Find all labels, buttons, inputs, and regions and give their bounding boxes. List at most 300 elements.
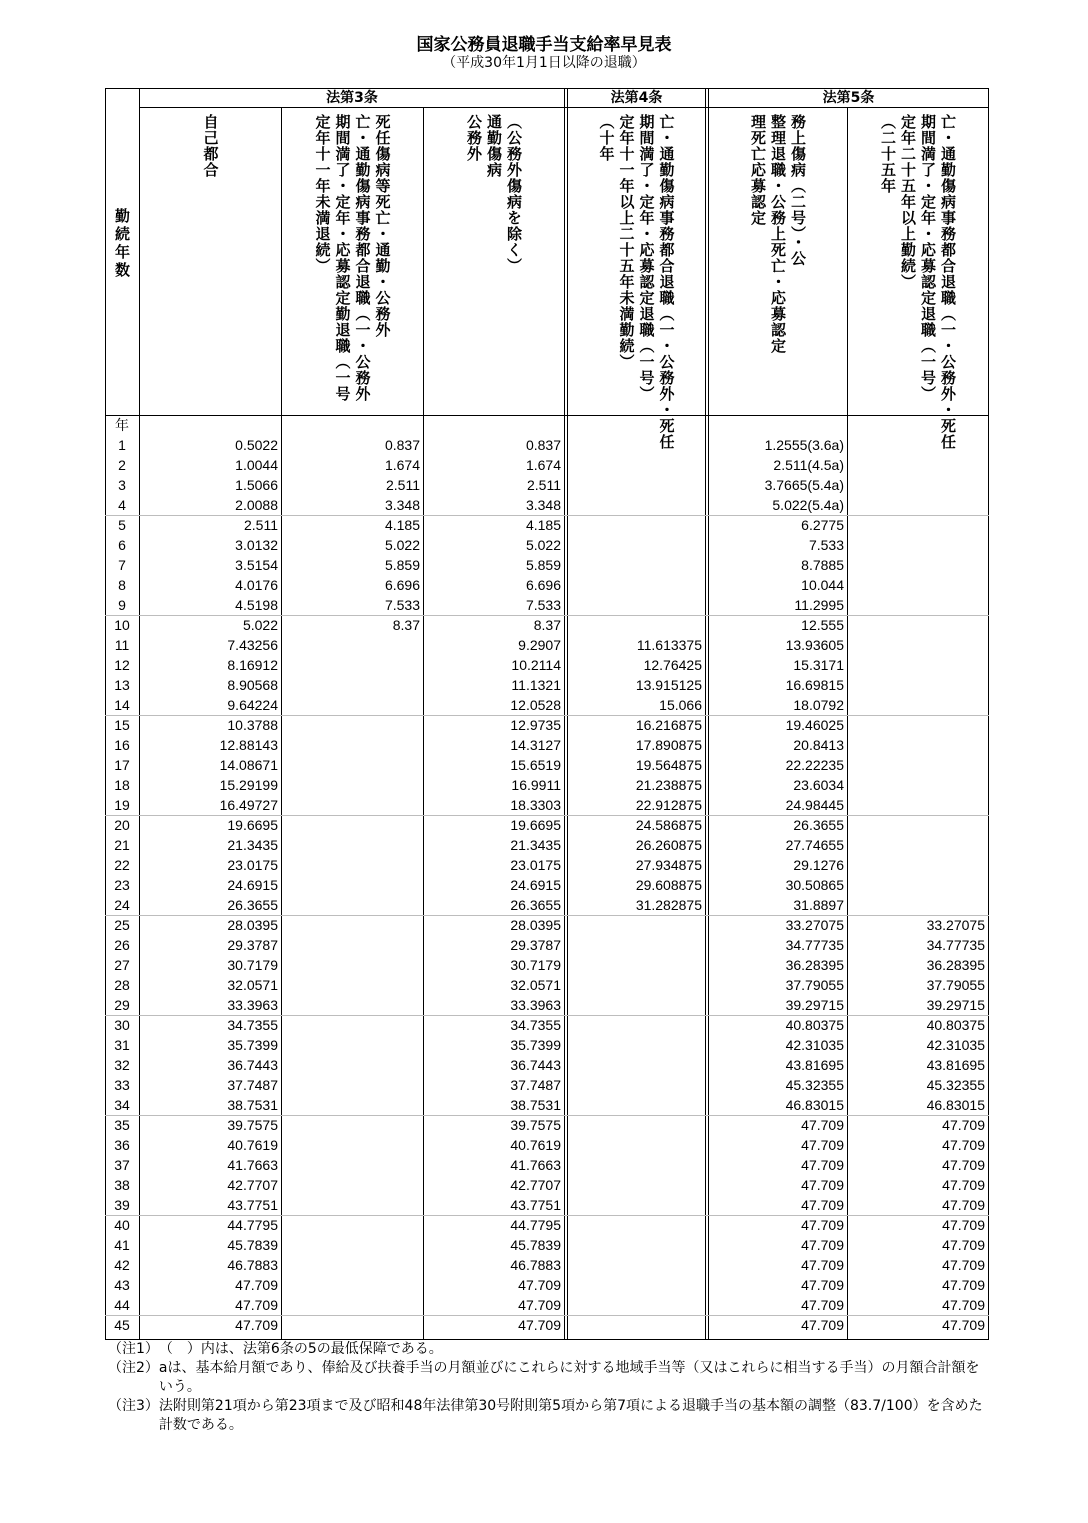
- rate-cell: 30.7179: [510, 957, 561, 973]
- rate-cell: 22.912875: [635, 797, 702, 813]
- rate-cell: 47.709: [942, 1177, 985, 1193]
- rate-cell: 2.511: [386, 477, 420, 493]
- footnotes: [108, 1340, 988, 1435]
- year-cell: 2: [118, 457, 126, 473]
- rate-cell: 4.5198: [235, 597, 278, 613]
- year-cell: 7: [118, 557, 126, 573]
- rate-cell: [848, 815, 988, 835]
- rate-cell: [848, 635, 988, 655]
- table-row: [105, 795, 989, 815]
- table-row: [105, 1015, 989, 1035]
- rate-cell: 21.3435: [510, 837, 561, 853]
- year-cell: 13: [114, 677, 130, 693]
- rate-cell: 5.859: [525, 557, 561, 573]
- rate-cell: 32.0571: [227, 977, 278, 993]
- rate-cell: 6.2775: [801, 517, 844, 533]
- rate-cell: [282, 755, 423, 775]
- rate-cell: 27.74655: [785, 837, 844, 853]
- table-row: [105, 775, 989, 795]
- rate-cell: [568, 595, 705, 615]
- year-cell: 33: [114, 1077, 130, 1093]
- rate-cell: 24.6915: [510, 877, 561, 893]
- table-row: [105, 895, 989, 915]
- rate-cell: [282, 715, 423, 735]
- rate-cell: 43.81695: [785, 1057, 844, 1073]
- year-cell: 20: [114, 817, 130, 833]
- rate-cell: 5.022: [525, 537, 561, 553]
- rate-cell: 8.37: [392, 617, 420, 633]
- rate-cell: 0.837: [525, 437, 561, 453]
- rate-cell: [568, 955, 705, 975]
- rate-cell: [568, 575, 705, 595]
- table-row: [105, 975, 989, 995]
- footnote: （注1） （ ）内は、法第6条の5の最低保障である。: [108, 1341, 443, 1357]
- rate-cell: [282, 1315, 423, 1335]
- rate-cell: 47.709: [942, 1197, 985, 1213]
- rate-cell: 35.7399: [510, 1037, 561, 1053]
- rate-cell: 33.27075: [785, 917, 844, 933]
- rate-cell: [848, 455, 988, 475]
- retirement-rate-table: [105, 88, 989, 1340]
- rate-cell: [568, 1015, 705, 1035]
- rate-cell: [282, 1155, 423, 1175]
- year-cell: 17: [114, 757, 130, 773]
- rate-cell: 28.0395: [227, 917, 278, 933]
- table-row: [105, 615, 989, 635]
- rate-cell: 5.859: [384, 557, 420, 573]
- row-header-years-of-service: 勤続年数: [113, 208, 131, 280]
- rate-cell: 36.7443: [227, 1057, 278, 1073]
- table-row: [105, 1175, 989, 1195]
- rate-cell: 22.22235: [785, 757, 844, 773]
- rate-cell: [282, 995, 423, 1015]
- rate-cell: 11.1321: [511, 677, 561, 693]
- year-cell: 40: [114, 1217, 130, 1233]
- rate-cell: 20.8413: [793, 737, 844, 753]
- rate-cell: 47.709: [942, 1157, 985, 1173]
- rate-cell: [848, 575, 988, 595]
- rate-cell: 10.2114: [511, 657, 561, 673]
- rate-cell: 47.709: [801, 1157, 844, 1173]
- rate-cell: [282, 1115, 423, 1135]
- rate-cell: [282, 1195, 423, 1215]
- rate-cell: 8.16912: [227, 657, 278, 673]
- rate-cell: 14.08671: [219, 757, 278, 773]
- year-cell: 19: [114, 797, 130, 813]
- rate-cell: 39.7575: [510, 1117, 561, 1133]
- rate-cell: 3.5154: [235, 557, 278, 573]
- table-row: [105, 1215, 989, 1235]
- rate-cell: 47.709: [801, 1197, 844, 1213]
- rate-cell: 1.0044: [235, 457, 278, 473]
- rate-cell: 1.674: [525, 457, 561, 473]
- year-cell: 14: [114, 697, 130, 713]
- table-row: [105, 1295, 989, 1315]
- rate-cell: [848, 715, 988, 735]
- col-header-art3-under-11: 死任傷病等死亡・通勤・公務外 亡・通勤傷病事務都合退職（一・公務外 期間満了・定年・応募認定勤退職（一号 定年十一年未満退続）: [313, 114, 392, 402]
- year-cell: 28: [114, 977, 130, 993]
- year-cell: 15: [114, 717, 130, 733]
- group-header-article-3: 法第3条: [326, 90, 378, 106]
- footnote: （注2） aは、基本給月額であり、俸給及び扶養手当の月額並びにこれらに対する地域手当等（又はこれらに相当する手当）の月額合計額をいう。: [108, 1360, 980, 1395]
- year-cell: 29: [114, 997, 130, 1013]
- year-unit-label: 年: [115, 417, 129, 433]
- rate-cell: 47.709: [801, 1317, 844, 1333]
- rate-cell: 15.6519: [510, 757, 561, 773]
- rate-cell: 47.709: [801, 1217, 844, 1233]
- rate-cell: [848, 895, 988, 915]
- rate-cell: 47.709: [801, 1117, 844, 1133]
- rate-cell: 1.674: [384, 457, 420, 473]
- rate-cell: [282, 1075, 423, 1095]
- rate-cell: [848, 515, 988, 535]
- year-cell: 23: [114, 877, 130, 893]
- year-cell: 22: [114, 857, 130, 873]
- year-cell: 1: [118, 437, 126, 453]
- rate-cell: [848, 655, 988, 675]
- year-cell: 18: [114, 777, 130, 793]
- rate-cell: 12.76425: [643, 657, 702, 673]
- rate-cell: [282, 775, 423, 795]
- rate-cell: [568, 515, 705, 535]
- rate-cell: 40.80375: [926, 1017, 985, 1033]
- rate-cell: 2.511: [527, 477, 561, 493]
- year-cell: 11: [114, 637, 130, 653]
- rate-cell: 5.022: [242, 617, 278, 633]
- rate-cell: [568, 1315, 705, 1335]
- rate-cell: [282, 1035, 423, 1055]
- rate-cell: 34.77735: [785, 937, 844, 953]
- rate-cell: [282, 875, 423, 895]
- year-cell: 31: [114, 1037, 130, 1053]
- table-row: [105, 475, 989, 495]
- rate-cell: 31.282875: [635, 897, 702, 913]
- rate-cell: [848, 875, 988, 895]
- rate-cell: [282, 895, 423, 915]
- rate-cell: 45.32355: [926, 1077, 985, 1093]
- rate-cell: [848, 775, 988, 795]
- rate-cell: 30.7179: [227, 957, 278, 973]
- table-row: [105, 1055, 989, 1075]
- rate-cell: [282, 835, 423, 855]
- rate-cell: 4.185: [525, 517, 561, 533]
- rate-cell: 42.7707: [227, 1177, 278, 1193]
- rate-cell: 16.49727: [219, 797, 278, 813]
- rate-cell: [282, 1295, 423, 1315]
- rate-cell: 36.28395: [926, 957, 985, 973]
- year-cell: 32: [114, 1057, 130, 1073]
- rate-cell: 10.3788: [227, 717, 278, 733]
- col-header-voluntary: 自己都合: [201, 114, 220, 178]
- col-header-art3-other: （公務外傷病を除く） 通勤傷病 公務外: [465, 114, 523, 274]
- rate-cell: 21.3435: [227, 837, 278, 853]
- rate-cell: [282, 695, 423, 715]
- rate-cell: [568, 455, 705, 475]
- rate-cell: 3.7665(5.4a): [764, 477, 844, 493]
- year-cell: 39: [114, 1197, 130, 1213]
- rate-cell: [568, 1255, 705, 1275]
- year-cell: 44: [114, 1297, 130, 1313]
- rate-cell: 12.88143: [219, 737, 278, 753]
- rate-cell: 33.27075: [926, 917, 985, 933]
- rate-cell: 29.3787: [510, 937, 561, 953]
- rate-cell: 45.7839: [510, 1237, 561, 1253]
- rate-cell: 37.7487: [510, 1077, 561, 1093]
- rate-cell: 35.7399: [227, 1037, 278, 1053]
- rate-cell: [282, 815, 423, 835]
- rate-cell: [282, 1175, 423, 1195]
- col-header-art5-over-25: 亡・通勤傷病事務都合退職（一・公務外・死任 期間満了・定年・応募認定退職（一号） 定年二十五年以上勤続） （二十五年: [879, 114, 957, 450]
- rate-cell: 3.0132: [235, 537, 278, 553]
- rate-cell: [568, 1115, 705, 1135]
- rate-cell: 47.709: [801, 1297, 844, 1313]
- rate-cell: 40.7619: [510, 1137, 561, 1153]
- rate-cell: 46.7883: [227, 1257, 278, 1273]
- year-cell: 21: [114, 837, 130, 853]
- rate-cell: [568, 975, 705, 995]
- rate-cell: 42.31035: [926, 1037, 985, 1053]
- rate-cell: 38.7531: [227, 1097, 278, 1113]
- year-cell: 35: [114, 1117, 130, 1133]
- table-row: [105, 595, 989, 615]
- rate-cell: 43.81695: [926, 1057, 985, 1073]
- rate-cell: 9.64224: [227, 697, 278, 713]
- rate-cell: 7.533: [525, 597, 561, 613]
- rate-cell: 8.37: [533, 617, 561, 633]
- rate-cell: 4.0176: [235, 577, 278, 593]
- rate-cell: 19.6695: [227, 817, 278, 833]
- rate-cell: 3.348: [525, 497, 561, 513]
- rate-cell: 41.7663: [510, 1157, 561, 1173]
- rate-cell: 29.1276: [793, 857, 844, 873]
- rate-cell: 47.709: [942, 1277, 985, 1293]
- rate-cell: 18.0792: [793, 697, 844, 713]
- rate-cell: [848, 695, 988, 715]
- rate-cell: [282, 1255, 423, 1275]
- rate-cell: 47.709: [235, 1317, 278, 1333]
- rate-cell: 10.044: [801, 577, 844, 593]
- rate-cell: 24.98445: [785, 797, 844, 813]
- table-row: [105, 955, 989, 975]
- rate-cell: 0.837: [384, 437, 420, 453]
- table-row: [105, 515, 989, 535]
- table-row: [105, 835, 989, 855]
- rate-cell: 33.3963: [227, 997, 278, 1013]
- year-cell: 41: [114, 1237, 130, 1253]
- group-header-article-5: 法第5条: [822, 90, 875, 106]
- rate-cell: 15.066: [659, 697, 702, 713]
- rate-cell: 47.709: [942, 1237, 985, 1253]
- rate-cell: 47.709: [801, 1177, 844, 1193]
- rate-cell: [568, 555, 705, 575]
- rate-cell: 47.709: [942, 1317, 985, 1333]
- rate-cell: 43.7751: [510, 1197, 561, 1213]
- table-row: [105, 695, 989, 715]
- rate-cell: 24.586875: [635, 817, 702, 833]
- table-row: [105, 1255, 989, 1275]
- rate-cell: [568, 1095, 705, 1115]
- rate-cell: 1.2555(3.6a): [764, 437, 844, 453]
- rate-cell: [568, 1055, 705, 1075]
- rate-cell: 34.7355: [510, 1017, 561, 1033]
- rate-cell: 6.696: [525, 577, 561, 593]
- rate-cell: [568, 615, 705, 635]
- rate-cell: 37.79055: [785, 977, 844, 993]
- rate-cell: 27.934875: [635, 857, 702, 873]
- rate-cell: 47.709: [942, 1117, 985, 1133]
- year-unit-row: [105, 415, 989, 435]
- table-row: [105, 1275, 989, 1295]
- table-row: [105, 715, 989, 735]
- rate-cell: [282, 1275, 423, 1295]
- rate-cell: 7.533: [808, 537, 844, 553]
- year-cell: 16: [114, 737, 130, 753]
- rate-cell: 44.7795: [510, 1217, 561, 1233]
- year-cell: 25: [114, 917, 130, 933]
- rate-cell: [282, 1095, 423, 1115]
- rate-cell: 47.709: [801, 1237, 844, 1253]
- rate-cell: 18.3303: [510, 797, 561, 813]
- table-row: [105, 735, 989, 755]
- table-row: [105, 455, 989, 475]
- rate-cell: [848, 855, 988, 875]
- rate-cell: [568, 1215, 705, 1235]
- rate-cell: 40.80375: [785, 1017, 844, 1033]
- rate-cell: 45.32355: [785, 1077, 844, 1093]
- rate-cell: [282, 635, 423, 655]
- year-cell: 10: [114, 617, 130, 633]
- year-cell: 36: [114, 1137, 130, 1153]
- rate-cell: 46.83015: [926, 1097, 985, 1113]
- rate-cell: 14.3127: [510, 737, 561, 753]
- rate-cell: 19.564875: [635, 757, 702, 773]
- page-title: 国家公務員退職手当支給率早見表: [416, 35, 672, 55]
- rate-cell: 12.555: [801, 617, 844, 633]
- rate-cell: 36.28395: [785, 957, 844, 973]
- year-cell: 12: [114, 657, 130, 673]
- rate-cell: [568, 935, 705, 955]
- rate-cell: 36.7443: [510, 1057, 561, 1073]
- table-row: [105, 575, 989, 595]
- rate-cell: 16.9911: [511, 777, 561, 793]
- rate-cell: 37.7487: [227, 1077, 278, 1093]
- rate-cell: 26.3655: [793, 817, 844, 833]
- rate-cell: 2.511(4.5a): [773, 457, 844, 473]
- rate-cell: [848, 555, 988, 575]
- rate-cell: [848, 495, 988, 515]
- rate-cell: [568, 1075, 705, 1095]
- year-cell: 38: [114, 1177, 130, 1193]
- rate-cell: 7.533: [384, 597, 420, 613]
- rate-cell: [282, 915, 423, 935]
- table-row: [105, 1095, 989, 1115]
- table-row: [105, 935, 989, 955]
- rate-cell: [282, 1235, 423, 1255]
- rate-cell: 13.915125: [635, 677, 702, 693]
- col-header-art5-reorganization: 務上傷病（二号）・公 整理退職・公務上死亡・応募認定 理死亡応募認定: [749, 114, 807, 354]
- rate-cell: 4.185: [384, 517, 420, 533]
- rate-cell: 47.709: [518, 1317, 561, 1333]
- rate-cell: 23.6034: [793, 777, 844, 793]
- table-row: [105, 815, 989, 835]
- year-cell: 4: [118, 497, 126, 513]
- table-row: [105, 555, 989, 575]
- rate-cell: 33.3963: [510, 997, 561, 1013]
- rate-cell: 46.7883: [510, 1257, 561, 1273]
- rate-cell: [282, 1015, 423, 1035]
- rate-cell: 9.2907: [518, 637, 561, 653]
- rate-cell: [568, 915, 705, 935]
- rate-cell: [848, 735, 988, 755]
- year-cell: 37: [114, 1157, 130, 1173]
- rate-cell: 46.83015: [785, 1097, 844, 1113]
- year-cell: 26: [114, 937, 130, 953]
- rate-cell: 41.7663: [227, 1157, 278, 1173]
- year-cell: 24: [114, 897, 130, 913]
- rate-cell: 39.29715: [785, 997, 844, 1013]
- rate-cell: [848, 595, 988, 615]
- table-row: [105, 755, 989, 775]
- footnote: （注3） 法附則第21項から第23項まで及び昭和48年法律第30号附則第5項から第7項による退職手当の基本額の調整（83.7/100）を含めた計数である。: [108, 1398, 983, 1433]
- rate-cell: [848, 795, 988, 815]
- rate-cell: [282, 855, 423, 875]
- table-row: [105, 1315, 989, 1335]
- year-cell: 27: [114, 957, 130, 973]
- rate-cell: 34.7355: [227, 1017, 278, 1033]
- rate-cell: 16.216875: [635, 717, 702, 733]
- rate-cell: 42.31035: [785, 1037, 844, 1053]
- rate-cell: 24.6915: [227, 877, 278, 893]
- rate-cell: 17.890875: [635, 737, 702, 753]
- year-cell: 34: [114, 1097, 130, 1113]
- rate-cell: 3.348: [384, 497, 420, 513]
- rate-cell: [848, 475, 988, 495]
- rate-cell: [568, 475, 705, 495]
- rate-cell: 19.6695: [510, 817, 561, 833]
- table-row: [105, 655, 989, 675]
- table-row: [105, 1135, 989, 1155]
- rate-cell: [568, 1235, 705, 1255]
- year-cell: 5: [118, 517, 126, 533]
- rate-cell: 47.709: [942, 1297, 985, 1313]
- rate-cell: 5.022: [384, 537, 420, 553]
- rate-cell: [848, 675, 988, 695]
- table-row: [105, 875, 989, 895]
- rate-cell: [282, 735, 423, 755]
- group-header-article-4: 法第4条: [610, 90, 663, 106]
- rate-cell: 21.238875: [635, 777, 702, 793]
- rate-cell: 31.8897: [793, 897, 844, 913]
- rate-cell: 45.7839: [227, 1237, 278, 1253]
- rate-cell: 0.5022: [235, 437, 278, 453]
- rate-cell: 12.0528: [510, 697, 561, 713]
- rate-cell: [568, 535, 705, 555]
- rate-cell: 8.90568: [227, 677, 278, 693]
- rate-cell: 29.3787: [227, 937, 278, 953]
- rate-cell: [568, 1135, 705, 1155]
- rate-cell: 32.0571: [510, 977, 561, 993]
- rate-cell: [282, 675, 423, 695]
- rate-cell: [848, 435, 988, 455]
- table-row: [105, 1195, 989, 1215]
- rate-cell: [568, 435, 705, 455]
- rate-cell: 26.3655: [227, 897, 278, 913]
- table-row: [105, 675, 989, 695]
- rate-cell: 16.69815: [785, 677, 844, 693]
- rate-cell: 42.7707: [510, 1177, 561, 1193]
- rate-cell: 47.709: [235, 1277, 278, 1293]
- table-row: [105, 1035, 989, 1055]
